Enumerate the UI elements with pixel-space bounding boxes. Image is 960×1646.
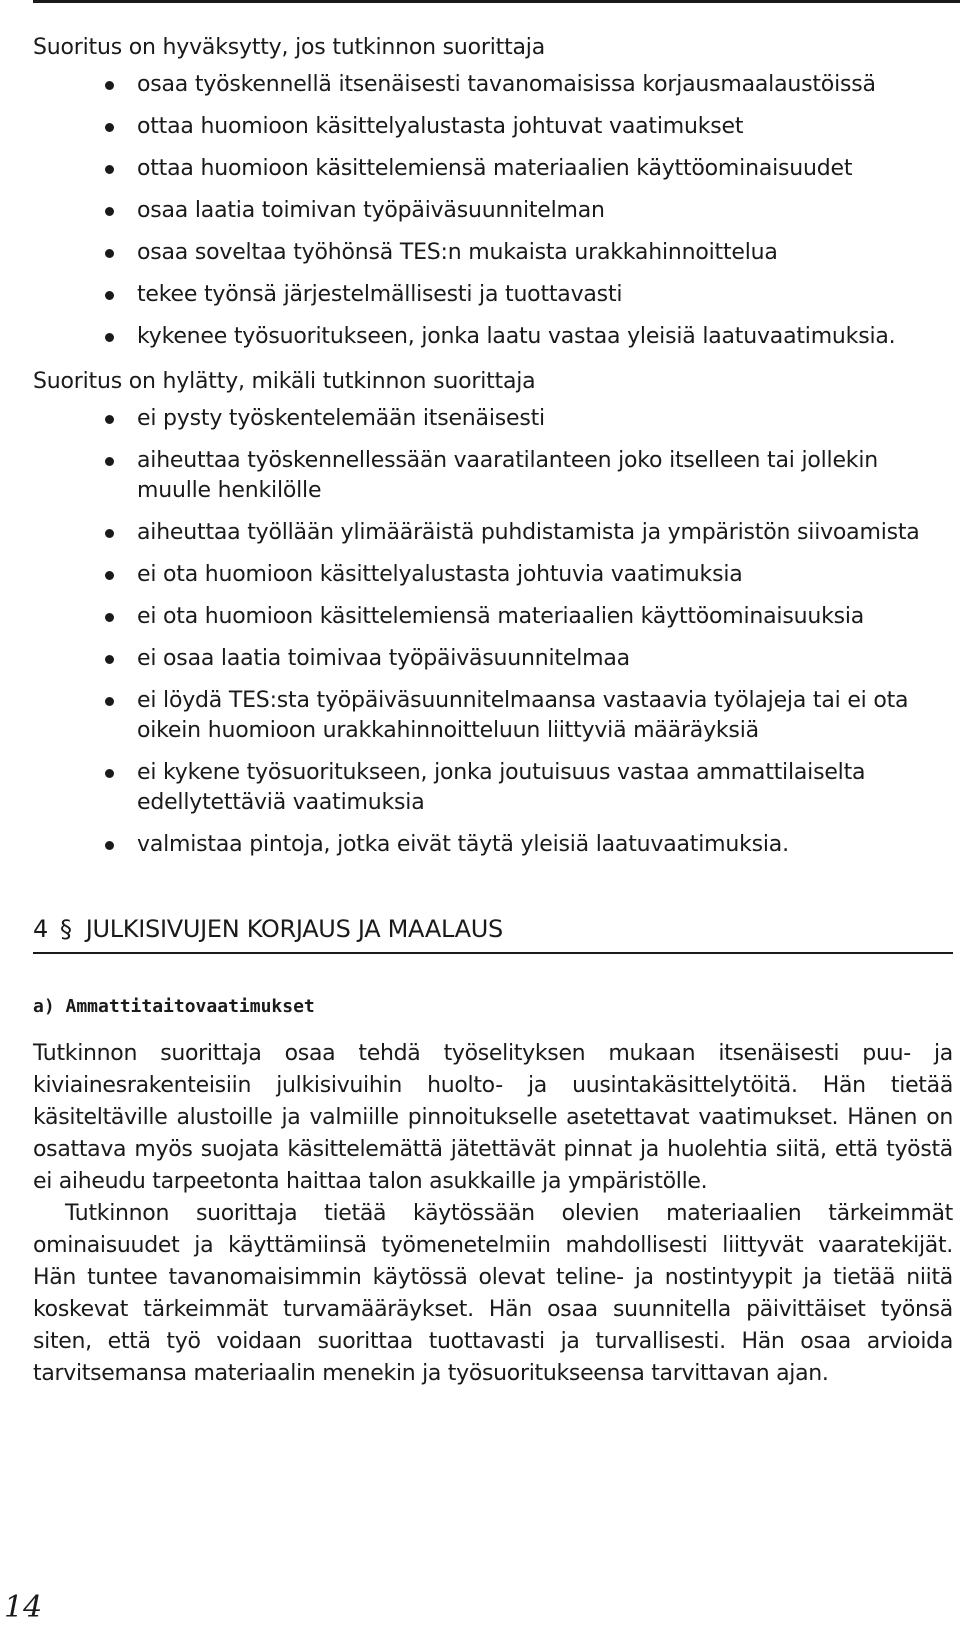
list-item-text: ei pysty työskentelemään itsenäisesti <box>137 406 545 431</box>
bullet-icon <box>105 655 114 664</box>
list-item-text: ottaa huomioon käsittelemiensä materiaalien käyttöominaisuudet <box>137 156 853 181</box>
list-item-text: ei ota huomioon käsittelemiensä materiaalien käyttöominaisuuksia <box>137 604 865 629</box>
list-item-text: osaa laatia toimivan työpäiväsuunnitelman <box>137 198 605 223</box>
rejected-intro: Suoritus on hylätty, mikäli tutkinnon suorittaja <box>33 369 536 394</box>
bullet-icon <box>105 697 114 706</box>
section-title: JULKISIVUJEN KORJAUS JA MAALAUS <box>85 915 503 943</box>
bullet-icon <box>105 841 114 850</box>
list-item <box>33 518 953 548</box>
section-rule <box>33 952 953 954</box>
list-item-text: osaa työskennellä itsenäisesti tavanomaisissa korjausmaalaustöissä <box>137 72 876 97</box>
bullet-icon <box>105 249 114 258</box>
list-item-text: ei kykene työsuoritukseen, jonka joutuisuus vastaa ammattilaiselta edellytettäviä vaatimuksia <box>137 760 866 815</box>
bullet-icon <box>105 457 114 466</box>
list-item <box>33 322 953 352</box>
list-item-text: aiheuttaa työllään ylimääräistä puhdistamista ja ympäristön siivoamista <box>137 520 920 545</box>
list-item <box>33 560 953 590</box>
bullet-icon <box>105 333 114 342</box>
section-number: 4 <box>33 915 48 943</box>
list-item <box>33 830 953 860</box>
section-symbol: § <box>59 915 72 943</box>
section-heading <box>33 912 953 946</box>
list-item <box>33 758 953 818</box>
list-item <box>33 238 953 268</box>
bullet-icon <box>105 81 114 90</box>
list-item <box>33 602 953 632</box>
list-item <box>33 686 953 746</box>
accepted-intro: Suoritus on hyväksytty, jos tutkinnon suorittaja <box>33 35 545 60</box>
bullet-icon <box>105 529 114 538</box>
list-item-text: ei löydä TES:sta työpäiväsuunnitelmaansa vastaavia työlajeja tai ei ota oikein huomioon urakkahinnoitteluun liittyviä määräyksiä <box>137 688 909 743</box>
bullet-icon <box>105 613 114 622</box>
bullet-icon <box>105 207 114 216</box>
list-item-text: kykenee työsuoritukseen, jonka laatu vastaa yleisiä laatuvaatimuksia. <box>137 324 896 349</box>
list-item-text: ottaa huomioon käsittelyalustasta johtuvat vaatimukset <box>137 114 744 139</box>
accepted-list <box>33 70 953 352</box>
list-item <box>33 154 953 184</box>
list-item-text: valmistaa pintoja, jotka eivät täytä yleisiä laatuvaatimuksia. <box>137 832 789 857</box>
list-item-text: ei osaa laatia toimivaa työpäiväsuunnitelmaa <box>137 646 630 671</box>
list-item-text: aiheuttaa työskennellessään vaaratilanteen joko itselleen tai jollekin muulle henkilölle <box>137 448 878 503</box>
list-item <box>33 280 953 310</box>
bullet-icon <box>105 165 114 174</box>
list-item <box>33 112 953 142</box>
list-item-text: ei ota huomioon käsittelyalustasta johtuvia vaatimuksia <box>137 562 743 587</box>
body-paragraph: Tutkinnon suorittaja osaa tehdä työselityksen mukaan itsenäisesti puu- ja kiviainesrakenteisiin julkisivuihin huolto- ja uusintakäsittelytöitä. Hän tietää käsiteltäville alustoille ja valmiille pinnoitukselle asetettavat vaatimukset. Hänen on osattava myös suojata käsittelemättä jätettävät pinnat ja huolehtia siitä, että työstä ei aiheudu tarpeetonta haittaa talon asukkaille ja ympäristölle. <box>33 1041 953 1194</box>
sub-heading: a) Ammattitaitovaatimukset <box>33 996 315 1017</box>
page-number: 14 <box>4 1590 43 1625</box>
list-item-text: osaa soveltaa työhönsä TES:n mukaista urakkahinnoittelua <box>137 240 778 265</box>
content <box>33 30 953 1390</box>
bullet-icon <box>105 769 114 778</box>
body-paragraph: Tutkinnon suorittaja tietää käytössään olevien materiaalien tärkeimmät ominaisuudet ja käyttämiinsä työmenetelmiin mahdollisesti liittyvät vaaratekijät. Hän tuntee tavanomaisimmin käytössä olevat teline- ja nostintyypit ja tietää niitä koskevat tärkeimmät turvamääräykset. Hän osaa suunnitella päivittäiset työnsä siten, että työ voidaan suorittaa tuottavasti ja turvallisesti. Hän osaa arvioida tarvitsemansa materiaalin menekin ja työsuoritukseensa tarvittavan ajan. <box>33 1201 953 1386</box>
bullet-icon <box>105 415 114 424</box>
bullet-icon <box>105 291 114 300</box>
list-item <box>33 404 953 434</box>
list-item <box>33 446 953 506</box>
list-item <box>33 644 953 674</box>
rejected-list <box>33 404 953 860</box>
list-item <box>33 196 953 226</box>
bullet-icon <box>105 571 114 580</box>
bullet-icon <box>105 123 114 132</box>
list-item <box>33 70 953 100</box>
list-item-text: tekee työnsä järjestelmällisesti ja tuottavasti <box>137 282 623 307</box>
top-rule <box>33 0 960 3</box>
